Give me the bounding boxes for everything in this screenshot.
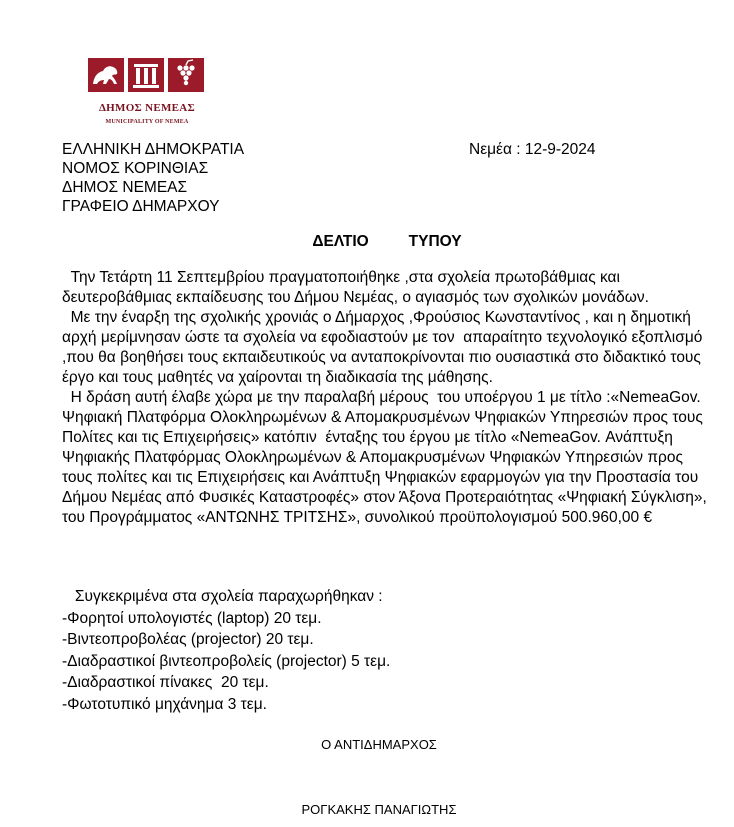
- paragraph: Με την έναρξη της σχολικής χρονιάς ο Δήμαρχος ,Φρούσιος Κωνσταντίνος , και η δημοτική αρχή μερίμνησαν ώστε τα σχολεία να εφοδιαστούν με τον απαραίτητο τεχνολογικό εξοπλισμό ,που θα βοηθήσει τους εκπαιδευτικούς να ανταποκρίνονται πιο ουσιαστικά στο διδακτικό τους έργο και τους μαθητές να χαίρονται τη διαδικασία της μάθησης.: [62, 309, 707, 386]
- list-item: -Φορητοί υπολογιστές (laptop) 20 τεμ.: [62, 609, 322, 627]
- paragraph: Η δράση αυτή έλαβε χώρα με την παραλαβή μέρους του υποέργου 1 με τίτλο :«NemeaGov. Ψηφιακή Πλατφόρμα Ολοκληρωμένων & Απομακρυσμένων Ψηφιακών Υπηρεσιών προς τους Πολίτες και τις Επιχειρήσεις» κατόπιν ένταξης του έργου με τίτλο «NemeaGov. Ανάπτυξη Ψηφιακής Πλατφόρμας Ολοκληρωμένων & Απομακρυσμένων Ψηφιακών Υπηρεσιών προς τους πολίτες και τις Επιχειρήσεις και Ανάπτυξη Ψηφιακών εφαρμογών για την Προστασία του Δήμου Νεμέας από Φυσικές Καταστροφές» στον Άξονα Προτεραιότητας «Ψηφιακή Σύγκλιση», του Προγράμματος «ΑΝΤΩΝΗΣ ΤΡΙΤΣΗΣ», συνολικού προϋπολογισμού 500.960,00 €: [62, 389, 712, 526]
- document-date: Νεμέα : 12-9-2024: [469, 141, 596, 158]
- body-text: [62, 268, 712, 528]
- list-item: -Διαδραστικοί πίνακες 20 τεμ.: [62, 674, 269, 691]
- sender-line: ΔΗΜΟΣ ΝΕΜΕΑΣ: [62, 179, 188, 196]
- list-item: -Βιντεοπροβολέας (projector) 20 τεμ.: [62, 631, 314, 648]
- signature-name: ΡΟΓΚΑΚΗΣ ΠΑΝΑΓΙΩΤΗΣ: [301, 802, 457, 817]
- logo-name: ΔΗΜΟΣ ΝΕΜΕΑΣ: [98, 102, 196, 114]
- signature-title: Ο ΑΝΤΙΔΗΜΑΡΧΟΣ: [321, 737, 437, 752]
- logo-emblem-icon: [84, 56, 210, 102]
- list-item: -Φωτοτυπικό μηχάνημα 3 τεμ.: [62, 695, 267, 713]
- sender-line: ΕΛΛΗΝΙΚΗ ΔΗΜΟΚΡΑΤΙΑ: [62, 141, 245, 158]
- municipality-logo: [84, 56, 210, 130]
- logo-subtitle: MUNICIPALITY OF NEMEA: [105, 119, 189, 125]
- paragraph: Την Τετάρτη 11 Σεπτεμβρίου πραγματοποιήθηκε ,στα σχολεία πρωτοβάθμιας και δευτεροβάθμιας εκπαίδευσης του Δήμου Νεμέας, ο αγιασμός των σχολικών μονάδων.: [62, 269, 649, 306]
- list-intro: Συγκεκριμένα στα σχολεία παραχωρήθηκαν :: [62, 588, 383, 605]
- sender-line: ΝΟΜΟΣ ΚΟΡΙΝΘΙΑΣ: [62, 160, 209, 177]
- document-title: ΔΕΛΤΙΟ ΤΥΠΟΥ: [312, 233, 462, 250]
- sender-line: ΓΡΑΦΕΙΟ ΔΗΜΑΡΧΟΥ: [62, 198, 220, 215]
- equipment-list: [62, 586, 390, 715]
- sender-block: [62, 140, 244, 216]
- list-item: -Διαδραστικοί βιντεοπροβολείς (projector) 5 τεμ.: [62, 652, 391, 670]
